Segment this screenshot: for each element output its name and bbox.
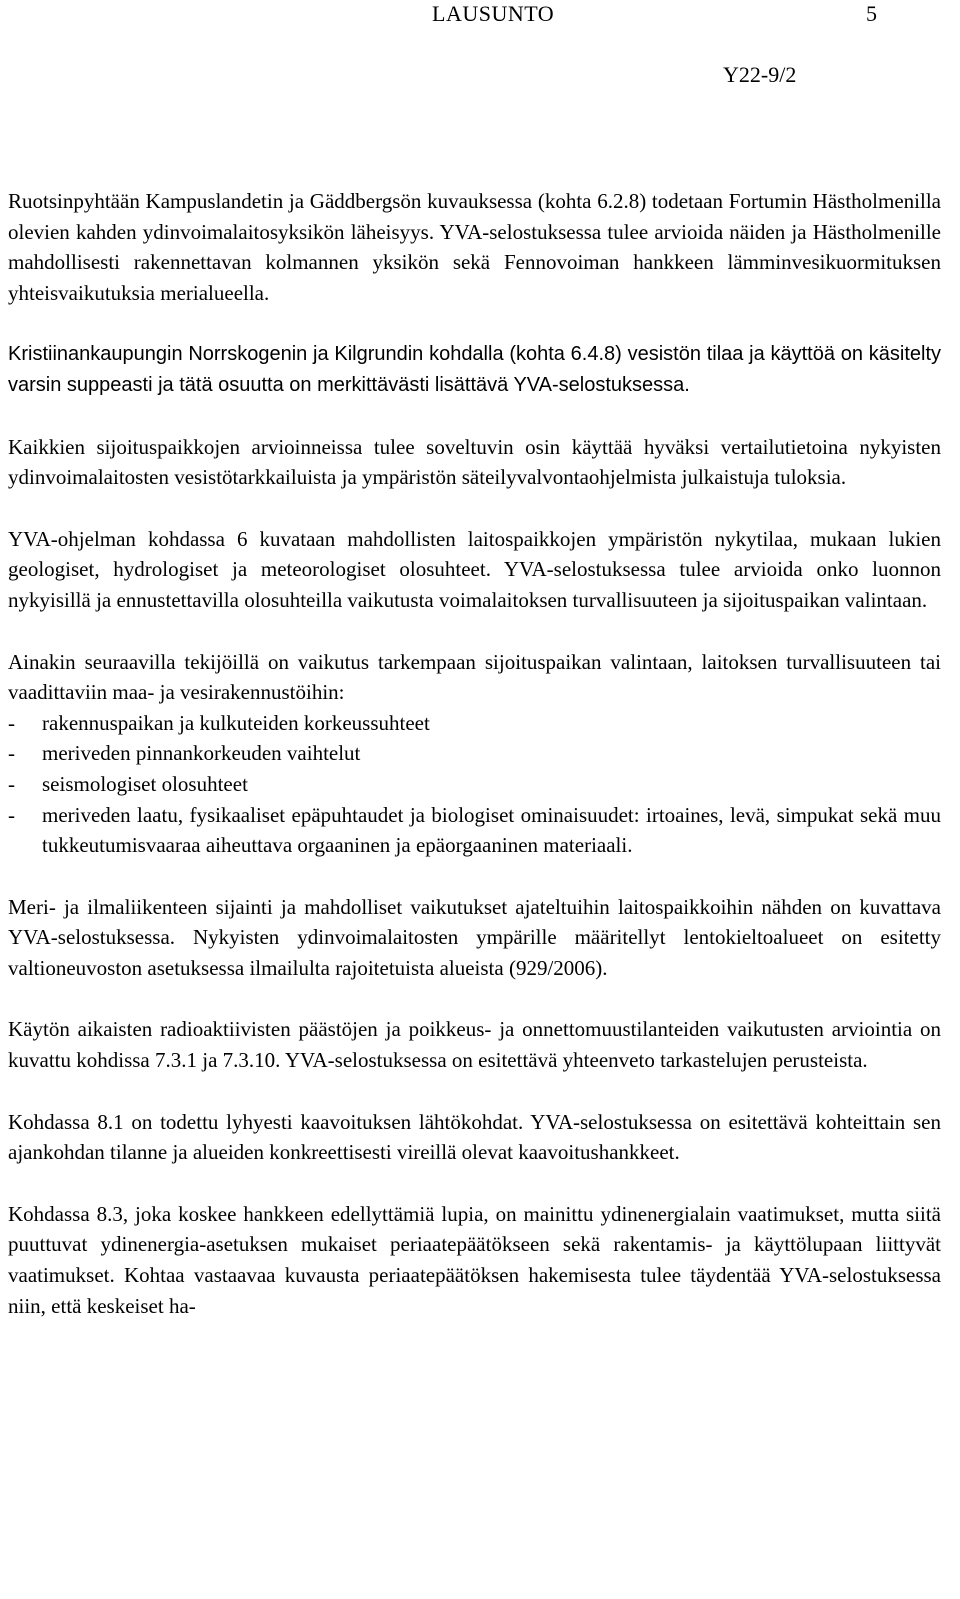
paragraph-kristiinankaupunki: Kristiinankaupungin Norrskogenin ja Kilgrundin kohdalla (kohta 6.4.8) vesistön tilaa ja käyttöä on käsitelty varsin suppeasti ja tätä osuutta on merkittävästi lisättävä YVA-selostuksessa.: [8, 343, 941, 396]
document-body: [8, 186, 941, 1352]
document-reference: Y22-9/2: [723, 62, 797, 87]
factors-lead-text: Ainakin seuraavilla tekijöillä on vaikutus tarkempaan sijoituspaikan valintaan, laitoksen turvallisuuteen tai vaadittaviin maa- ja vesirakennustöihin:: [8, 649, 941, 705]
list-item-text: seismologiset olosuhteet: [42, 771, 248, 796]
list-item: [8, 769, 941, 800]
list-dash: -: [8, 710, 15, 735]
paragraph-luvat: Kohdassa 8.3, joka koskee hankkeen edellyttämiä lupia, on mainittu ydinenergialain vaatimukset, mutta siitä puuttuvat ydinenergia-asetuksen mukaiset periaatepäätökseen sekä rakentamis- ja käyttölupaan liittyvät vaatimukset. Kohtaa vastaavaa kuvausta periaatepäätöksen hakemisesta tulee täydentää YVA-selostuksessa niin, että keskeiset ha-: [8, 1201, 941, 1318]
page-number: 5: [866, 1, 877, 26]
list-dash: -: [8, 771, 15, 796]
list-item: [8, 738, 941, 769]
document-type-title: LAUSUNTO: [432, 1, 555, 26]
paragraph-kaavoitus: Kohdassa 8.1 on todettu lyhyesti kaavoituksen lähtökohdat. YVA-selostuksessa on esitettävä kohteittain sen ajankohdan tilanne ja alueiden konkreettisesti vireillä olevat kaavoitushankkeet.: [8, 1109, 941, 1165]
list-item: [8, 708, 941, 739]
paragraph-ruotsinpyhtaa: Ruotsinpyhtään Kampuslandetin ja Gäddbergsön kuvauksessa (kohta 6.2.8) todetaan Fortumin Hästholmenilla olevien kahden ydinvoimalaitosyksikön läheisyys. YVA-selostuksessa tulee arvioida näiden ja Hästholmenille mahdollisesti rakennettavan kolmannen yksikön sekä Fennovoiman hankkeen lämminvesikuormituksen yhteisvaikutuksia merialueella.: [8, 189, 941, 305]
paragraph-radioaktiiviset-paastot: Käytön aikaisten radioaktiivisten päästöjen ja poikkeus- ja onnettomuustilanteiden vaikutusten arviointia on kuvattu kohdissa 7.3.1 ja 7.3.10. YVA-selostuksessa on esitettävä yhteenveto tarkastelujen perusteista.: [8, 1017, 941, 1073]
factors-section: [8, 647, 941, 861]
list-item-text: meriveden laatu, fysikaaliset epäpuhtaudet ja biologiset ominaisuudet: irtoaines, levä, simpukat sekä muu tukkeutumisvaaraa aiheuttava orgaaninen ja epäorgaaninen materiaali.: [42, 802, 941, 858]
list-dash: -: [8, 741, 15, 766]
list-item-text: meriveden pinnankorkeuden vaihtelut: [42, 741, 361, 766]
factors-list: [8, 708, 941, 861]
paragraph-liikenne: Meri- ja ilmaliikenteen sijainti ja mahdolliset vaikutukset ajateltuihin laitospaikkoihin nähden on kuvattava YVA-selostuksessa. Nykyisten ydinvoimalaitosten ympärille määritellyt lentokieltoalueet on esitetty valtioneuvoston asetuksessa ilmailulta rajoitetuista alueista (929/2006).: [8, 894, 941, 980]
paragraph-ymparisto-nykytila: YVA-ohjelman kohdassa 6 kuvataan mahdollisten laitospaikkojen ympäristön nykytilaa, mukaan lukien geologiset, hydrologiset ja meteorologiset olosuhteet. YVA-selostuksessa tulee arvioida onko luonnon nykyisillä ja ennustettavilla olosuhteilla vaikutusta voimalaitoksen turvallisuuteen ja sijoituspaikan valintaan.: [8, 526, 941, 612]
list-item-text: rakennuspaikan ja kulkuteiden korkeussuhteet: [42, 710, 430, 735]
paragraph-vertailutiedot: Kaikkien sijoituspaikkojen arvioinneissa tulee soveltuvin osin käyttää hyväksi vertailutietoina nykyisten ydinvoimalaitosten vesistötarkkailuista ja ympäristön säteilyvalvontaohjelmista julkaistuja tuloksia.: [8, 434, 941, 490]
list-item: [8, 800, 941, 861]
page-header: [0, 0, 960, 100]
list-dash: -: [8, 802, 15, 827]
